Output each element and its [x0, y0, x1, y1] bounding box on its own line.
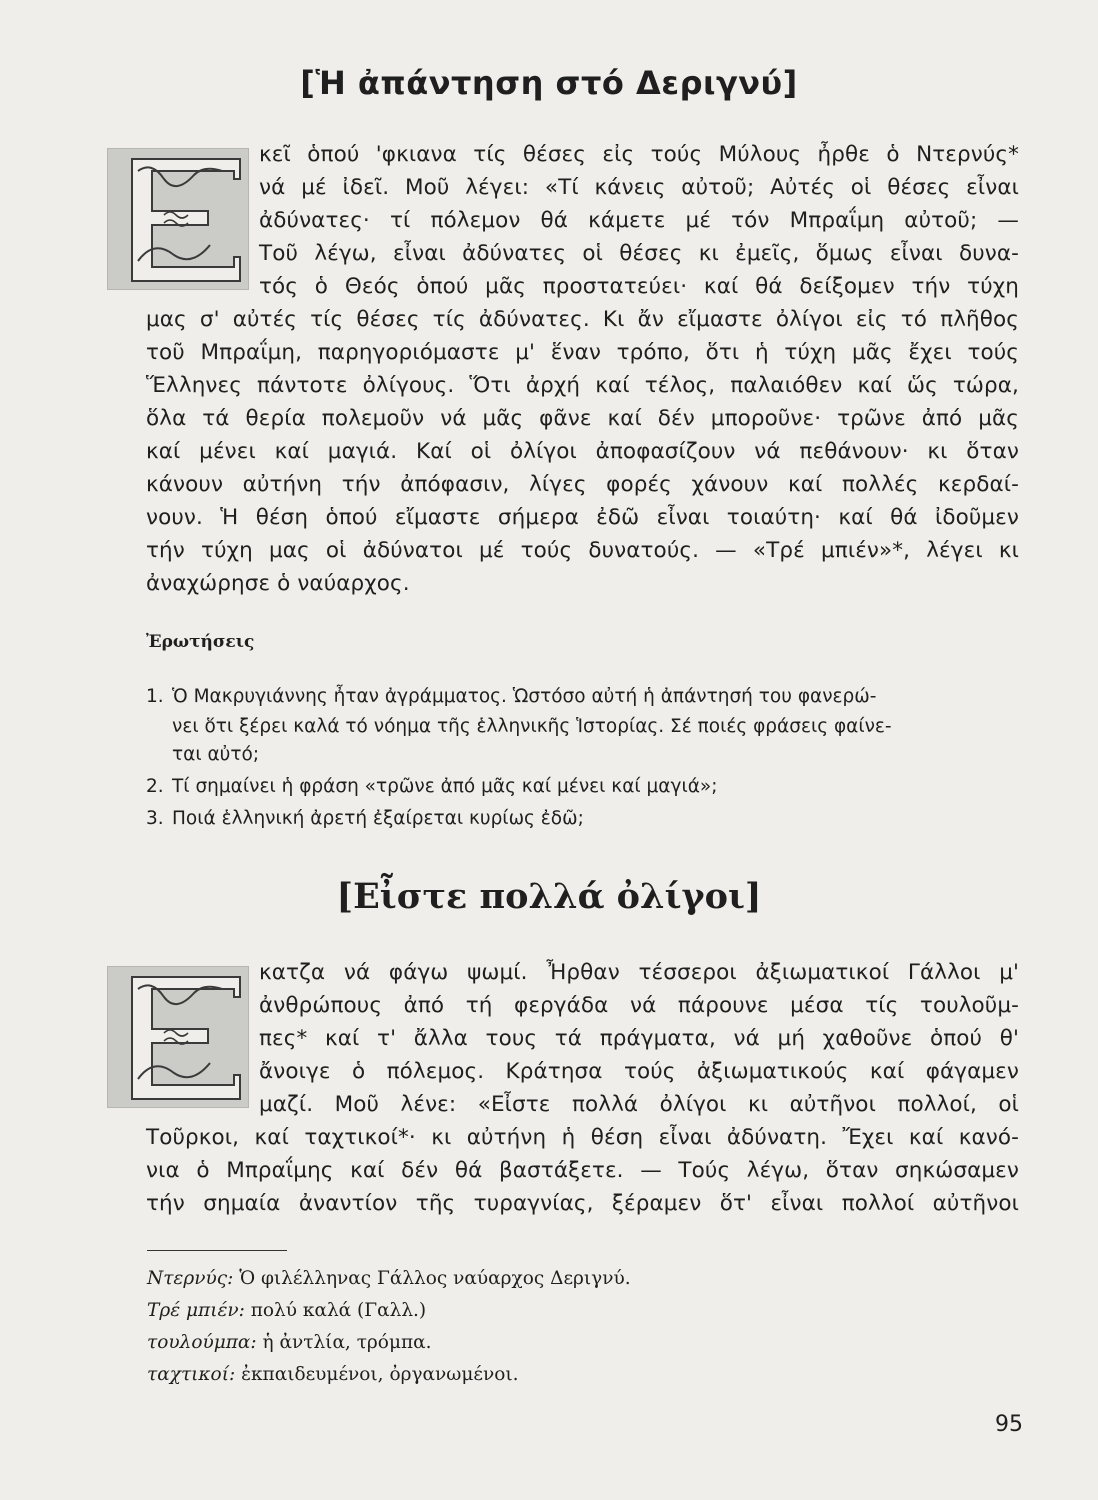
footnote-text: Ὁ φιλέλληνας Γάλλος ναύαρχος Δεριγνύ.	[233, 1268, 631, 1289]
footnote-term: Ντερνύς:	[147, 1268, 234, 1289]
footnote-text: ἡ ἀντλία, τρόμπα.	[256, 1332, 432, 1353]
footnote-divider	[147, 1250, 287, 1251]
text-line: ἄνοιγε ὁ πόλεμος. Κράτησα τούς ἀξιωματικούς καί φάγαμεν	[259, 1059, 1019, 1084]
text-line: τός ὁ Θεός ὁπού μᾶς προστατεύει· καί θά δείξομεν τήν τύχη	[259, 274, 1019, 299]
question-line: νει ὅτι ξέρει καλά τό νόημα τῆς ἑλληνικῆς Ἱστορίας. Σέ ποιές φράσεις φαίνε-	[172, 716, 892, 737]
question-line: Τί σημαίνει ἡ φράση «τρῶνε ἀπό μᾶς καί μένει καί μαγιά»;	[172, 776, 718, 797]
text-line: τοῦ Μπραΐμη, παρηγοριόμαστε μ' ἕναν τρόπο, ὅτι ἡ τύχη μᾶς ἔχει τούς	[146, 340, 1019, 365]
question-line: ται αὐτό;	[172, 744, 260, 765]
question-number: 2.	[146, 776, 164, 797]
footnote	[147, 1266, 631, 1292]
text-line: ὅλα τά θερία πολεμοῦν νά μᾶς φᾶνε καί δέν μποροῦνε· τρῶνε ἀπό μᾶς	[146, 406, 1019, 431]
text-line: μας σ' αὐτές τίς θέσες τίς ἀδύνατες. Κι ἄν εἴμαστε ὀλίγοι εἰς τό πλῆθος	[146, 307, 1019, 332]
footnote-text: ἐκπαιδευμένοι, ὀργανωμένοι.	[235, 1364, 519, 1385]
footnote	[147, 1298, 426, 1324]
section-title-2: [Εἶστε πολλά ὀλίγοι]	[336, 876, 762, 917]
footnote-term: ταχτικοί:	[147, 1364, 236, 1385]
footnote-term: τουλούμπα:	[147, 1332, 257, 1353]
decorated-initial-e-1	[107, 148, 249, 290]
question-line: Ὁ Μακρυγιάννης ἦταν ἀγράμματος. Ὡστόσο αὐτή ἡ ἀπάντησή του φανερώ-	[172, 686, 877, 707]
question-number: 3.	[146, 808, 164, 829]
text-line: κάνουν αὐτήνη τήν ἀπόφασιν, λίγες φορές χάνουν καί πολλές κερδαί-	[146, 472, 1019, 497]
text-line: Τοῦρκοι, καί ταχτικοί*· κι αὐτήνη ἡ θέση εἶναι ἀδύνατη. Ἔχει καί κανό-	[146, 1125, 1019, 1150]
footnote	[147, 1362, 518, 1388]
page-number: 95	[995, 1412, 1023, 1437]
text-line: νουν. Ἡ θέση ὁπού εἴμαστε σήμερα ἐδῶ εἶναι τοιαύτη· καί θά ἰδοῦμεν	[146, 505, 1019, 530]
footnote	[147, 1330, 432, 1356]
text-line: καί μένει καί μαγιά. Καί οἱ ὀλίγοι ἀποφασίζουν νά πεθάνουν· κι ὅταν	[146, 439, 1019, 464]
ornament-icon	[108, 149, 248, 289]
footnote-term: Τρέ μπιέν:	[147, 1300, 245, 1321]
text-line: νά μέ ἰδεῖ. Μοῦ λέγει: «Τί κάνεις αὐτοῦ; Αὐτές οἱ θέσες εἶναι	[259, 175, 1019, 200]
text-line: νια ὁ Μπραΐμης καί δέν θά βαστάξετε. — Τούς λέγω, ὅταν σηκώσαμεν	[146, 1158, 1019, 1183]
decorated-initial-e-2	[107, 966, 249, 1108]
text-line: Τοῦ λέγω, εἶναι ἀδύνατες οἱ θέσες κι ἐμεῖς, ὅμως εἶναι δυνα-	[259, 241, 1019, 266]
ornament-icon	[108, 967, 248, 1107]
text-line: ἀδύνατες· τί πόλεμον θά κάμετε μέ τόν Μπραΐμη αὐτοῦ; —	[259, 208, 1019, 233]
text-line: κεῖ ὁπού 'φκιανα τίς θέσες εἰς τούς Μύλους ἦρθε ὁ Ντερνύς*	[259, 142, 1019, 167]
text-line: τήν τύχη μας οἱ ἀδύνατοι μέ τούς δυνατούς. — «Τρέ μπιέν»*, λέγει κι	[146, 538, 1019, 563]
text-line: πες* καί τ' ἄλλα τους τά πράγματα, νά μή χαθοῦνε ὁπού θ'	[259, 1026, 1019, 1051]
text-line: Ἕλληνες πάντοτε ὀλίγους. Ὅτι ἀρχή καί τέλος, παλαιόθεν καί ὥς τώρα,	[146, 373, 1019, 398]
questions-heading: Ἐρωτήσεις	[146, 632, 255, 652]
question-number: 1.	[146, 686, 164, 707]
text-line: τήν σημαία ἀναντίον τῆς τυραγνίας, ξέραμεν ὅτ' εἶναι πολλοί αὐτῆνοι	[146, 1191, 1019, 1216]
text-line: κατζα νά φάγω ψωμί. Ἦρθαν τέσσεροι ἀξιωματικοί Γάλλοι μ'	[259, 960, 1019, 985]
text-line: μαζί. Μοῦ λένε: «Εἶστε πολλά ὀλίγοι κι αὐτῆνοι πολλοί, οἱ	[259, 1092, 1019, 1117]
question-line: Ποιά ἑλληνική ἀρετή ἐξαίρεται κυρίως ἐδῶ;	[172, 808, 584, 829]
footnote-text: πολύ καλά (Γαλλ.)	[244, 1300, 427, 1321]
section-title-1: [Ἡ ἀπάντηση στό Δεριγνύ]	[300, 64, 798, 102]
text-line: ἀναχώρησε ὁ ναύαρχος.	[146, 571, 410, 596]
text-line: ἀνθρώπους ἀπό τή φεργάδα νά πάρουνε μέσα τίς τουλοῦμ-	[259, 993, 1019, 1018]
